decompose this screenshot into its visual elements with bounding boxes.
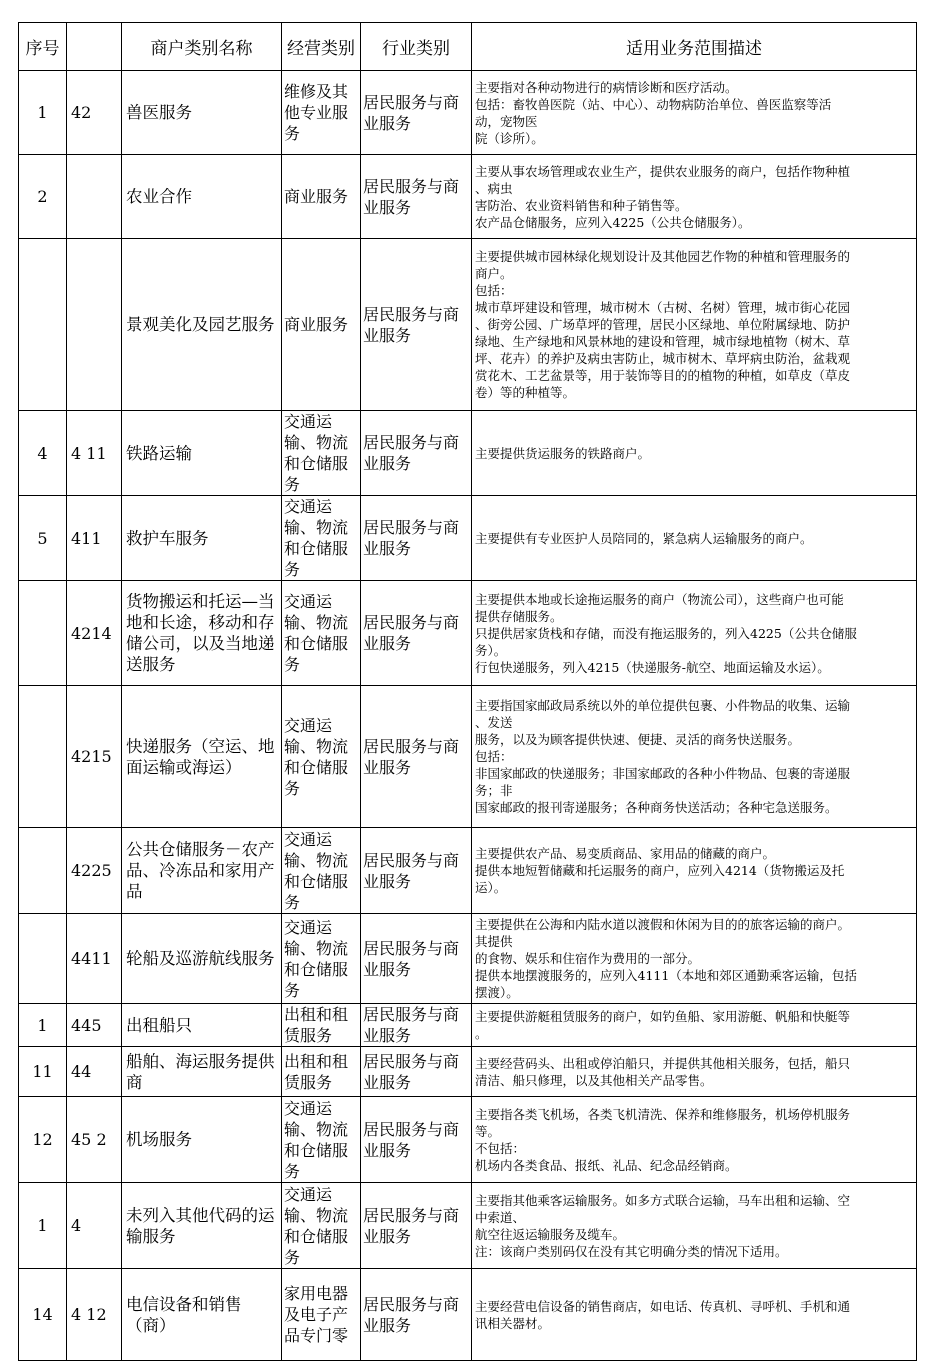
table-body xyxy=(19,71,917,1361)
business-category-cell: 家用电器及电子产品专门零 xyxy=(282,1269,361,1361)
industry-cell: 居民服务与商业服务 xyxy=(361,686,472,828)
merchant-name-cell: 未列入其他代码的运输服务 xyxy=(122,1183,282,1269)
description-line: 主要提供有专业医护人员陪同的，紧急病人运输服务的商户。 xyxy=(475,530,813,546)
description-line: 主要经营码头、出租或停泊船只，并提供其他相关服务，包括，船只 xyxy=(475,1055,851,1071)
merchant-category-table xyxy=(18,22,917,1361)
merchant-name-cell: 机场服务 xyxy=(122,1097,282,1183)
merchant-name-cell: 货物搬运和托运—当地和长途，移动和存储公司，以及当地递送服务 xyxy=(122,581,282,686)
description-line: 包括： xyxy=(475,749,513,764)
merchant-name-cell: 兽医服务 xyxy=(122,71,282,155)
scope-description-cell xyxy=(472,1047,917,1097)
description-line: 主要指各类飞机场，各类飞机清洗、保养和维修服务，机场停机服务 xyxy=(475,1106,851,1122)
description-line: 主要提供在公海和内陆水道以渡假和休闲为目的的旅客运输的商户。 xyxy=(475,917,851,932)
table-row xyxy=(19,914,917,1004)
description-line: 主要提供农产品、易变质商品、家用品的储藏的商户。 xyxy=(475,846,776,861)
code-cell: 4225 xyxy=(67,828,122,914)
seq-cell: 11 xyxy=(19,1047,67,1097)
seq-cell: 14 xyxy=(19,1269,67,1361)
description-line: 卷）等的种植等。 xyxy=(475,385,576,400)
table-row xyxy=(19,239,917,411)
description-line: 其提供 xyxy=(475,934,513,949)
header-seq: 序号 xyxy=(19,23,67,71)
scope-description-cell xyxy=(472,155,917,239)
description-line: 中索道、 xyxy=(475,1209,526,1225)
description-line: 清洁、船只修理，以及其他相关产品零售。 xyxy=(475,1072,713,1088)
table-row xyxy=(19,828,917,914)
description-line: 提供本地短暂储藏和托运服务的商户，应列入4214（货物搬运及托 xyxy=(475,863,845,878)
table-row xyxy=(19,1097,917,1183)
seq-cell xyxy=(19,914,67,1004)
merchant-name-cell: 公共仓储服务－农产品、冷冻品和家用产品 xyxy=(122,828,282,914)
table-row xyxy=(19,496,917,581)
business-category-cell: 商业服务 xyxy=(282,155,361,239)
table-row xyxy=(19,411,917,496)
description-line: 的食物、娱乐和住宿作为费用的一部分。 xyxy=(475,951,701,966)
description-line: 服务，以及为顾客提供快速、便捷、灵活的商务快送服务。 xyxy=(475,732,801,747)
industry-cell: 居民服务与商业服务 xyxy=(361,411,472,496)
industry-cell: 居民服务与商业服务 xyxy=(361,1269,472,1361)
seq-cell: 1 xyxy=(19,1004,67,1047)
description-line: 、病虫 xyxy=(475,180,513,196)
scope-description-cell xyxy=(472,1183,917,1269)
merchant-name-cell: 农业合作 xyxy=(122,155,282,239)
code-cell: 4 11 xyxy=(67,411,122,496)
description-line: 只提供居家货栈和存储，而没有拖运服务的，列入4225（公共仓储服 xyxy=(475,625,857,641)
table-row xyxy=(19,71,917,155)
merchant-name-cell: 铁路运输 xyxy=(122,411,282,496)
description-line: 院（诊所）。 xyxy=(475,130,544,146)
code-cell: 411 xyxy=(67,496,122,581)
description-line: 害防治、农业资料销售和种子销售等。 xyxy=(475,197,688,213)
description-line: 主要经营电信设备的销售商店，如电话、传真机、寻呼机、手机和通 xyxy=(475,1298,851,1314)
description-line: 、发送 xyxy=(475,715,513,730)
header-industry: 行业类别 xyxy=(361,23,472,71)
table-row xyxy=(19,155,917,239)
industry-cell: 居民服务与商业服务 xyxy=(361,239,472,411)
description-line: 商户。 xyxy=(475,266,513,281)
industry-cell: 居民服务与商业服务 xyxy=(361,1097,472,1183)
description-line: 主要指对各种动物进行的病情诊断和医疗活动。 xyxy=(475,79,738,95)
description-line: 城市草坪建设和管理，城市树木（古树、名树）管理，城市街心花园 xyxy=(475,300,851,315)
description-line: 不包括： xyxy=(475,1140,526,1156)
table-row xyxy=(19,1004,917,1047)
code-cell: 4214 xyxy=(67,581,122,686)
merchant-name-cell: 船舶、海运服务提供商 xyxy=(122,1047,282,1097)
code-cell: 445 xyxy=(67,1004,122,1047)
industry-cell: 居民服务与商业服务 xyxy=(361,1004,472,1047)
description-line: 主要指其他乘客运输服务。如多方式联合运输，马车出租和运输、空 xyxy=(475,1192,851,1208)
merchant-name-cell: 电信设备和销售（商） xyxy=(122,1269,282,1361)
description-line: 赏花木、工艺盆景等，用于装饰等目的的植物的种植，如草皮（草皮 xyxy=(475,368,851,383)
description-line: 坪、花卉）的养护及病虫害防止，城市树木、草坪病虫防治，盆栽观 xyxy=(475,351,851,366)
table-row xyxy=(19,1047,917,1097)
description-line: 运）。 xyxy=(475,880,507,895)
description-line: 提供本地摆渡服务的，应列入4111（本地和郊区通勤乘客运输，包括 xyxy=(475,968,857,983)
scope-description-cell xyxy=(472,239,917,411)
merchant-name-cell: 快递服务（空运、地面运输或海运） xyxy=(122,686,282,828)
scope-description-cell xyxy=(472,914,917,1004)
industry-cell: 居民服务与商业服务 xyxy=(361,155,472,239)
description-line: 务）。 xyxy=(475,642,507,658)
seq-cell: 1 xyxy=(19,71,67,155)
business-category-cell: 交通运输、物流和仓储服务 xyxy=(282,1183,361,1269)
scope-description-cell xyxy=(472,411,917,496)
table-row xyxy=(19,581,917,686)
industry-cell: 居民服务与商业服务 xyxy=(361,828,472,914)
description-line: 主要提供城市园林绿化规划设计及其他园艺作物的种植和管理服务的 xyxy=(475,249,851,264)
business-category-cell: 维修及其他专业服务 xyxy=(282,71,361,155)
description-line: 务；非 xyxy=(475,783,513,798)
industry-cell: 居民服务与商业服务 xyxy=(361,581,472,686)
business-category-cell: 交通运输、物流和仓储服务 xyxy=(282,914,361,1004)
business-category-cell: 出租和租赁服务 xyxy=(282,1004,361,1047)
header-row xyxy=(19,23,917,71)
description-line: 非国家邮政的快递服务；非国家邮政的各种小件物品、包裹的寄递服 xyxy=(475,766,851,781)
description-line: 主要提供货运服务的铁路商户。 xyxy=(475,445,651,461)
description-line: 主要提供游艇租赁服务的商户，如钓鱼船、家用游艇、帆船和快艇等 xyxy=(475,1009,851,1024)
code-cell: 4411 xyxy=(67,914,122,1004)
description-line: 动，宠物医 xyxy=(475,113,538,129)
industry-cell: 居民服务与商业服务 xyxy=(361,1047,472,1097)
description-line: 绿地、生产绿地和风景林地的建设和管理，城市绿地植物（树木、草 xyxy=(475,334,851,349)
merchant-name-cell: 救护车服务 xyxy=(122,496,282,581)
scope-description-cell xyxy=(472,496,917,581)
scope-description-cell xyxy=(472,1004,917,1047)
scope-description-cell xyxy=(472,828,917,914)
description-line: 提供存储服务。 xyxy=(475,608,563,624)
scope-description-cell xyxy=(472,71,917,155)
description-line: 农产品仓储服务，应列入4225（公共仓储服务）。 xyxy=(475,214,751,230)
code-cell xyxy=(67,155,122,239)
description-line: 国家邮政的报刊寄递服务；各种商务快送活动；各种宅急送服务。 xyxy=(475,800,838,815)
code-cell: 4 xyxy=(67,1183,122,1269)
merchant-name-cell: 轮船及巡游航线服务 xyxy=(122,914,282,1004)
seq-cell: 2 xyxy=(19,155,67,239)
seq-cell: 4 xyxy=(19,411,67,496)
business-category-cell: 交通运输、物流和仓储服务 xyxy=(282,686,361,828)
scope-description-cell xyxy=(472,581,917,686)
header-scope-description: 适用业务范围描述 xyxy=(472,23,917,71)
business-category-cell: 交通运输、物流和仓储服务 xyxy=(282,828,361,914)
description-line: 包括： xyxy=(475,283,513,298)
description-line: 、街旁公园、广场草坪的管理，居民小区绿地、单位附属绿地、防护 xyxy=(475,317,851,332)
code-cell: 4 12 xyxy=(67,1269,122,1361)
business-category-cell: 交通运输、物流和仓储服务 xyxy=(282,496,361,581)
description-line: 行包快递服务，列入4215（快递服务-航空、地面运输及水运）。 xyxy=(475,659,830,675)
scope-description-cell xyxy=(472,686,917,828)
table-row xyxy=(19,1183,917,1269)
description-line: 讯相关器材。 xyxy=(475,1315,551,1331)
seq-cell: 1 xyxy=(19,1183,67,1269)
business-category-cell: 商业服务 xyxy=(282,239,361,411)
industry-cell: 居民服务与商业服务 xyxy=(361,71,472,155)
business-category-cell: 交通运输、物流和仓储服务 xyxy=(282,581,361,686)
code-cell: 45 2 xyxy=(67,1097,122,1183)
business-category-cell: 交通运输、物流和仓储服务 xyxy=(282,1097,361,1183)
description-line: 注：该商户类别码仅在没有其它明确分类的情况下适用。 xyxy=(475,1243,788,1259)
description-line: 航空往返运输服务及缆车。 xyxy=(475,1226,626,1242)
code-cell: 44 xyxy=(67,1047,122,1097)
seq-cell xyxy=(19,581,67,686)
business-category-cell: 交通运输、物流和仓储服务 xyxy=(282,411,361,496)
scope-description-cell xyxy=(472,1097,917,1183)
industry-cell: 居民服务与商业服务 xyxy=(361,1183,472,1269)
description-line: 主要指国家邮政局系统以外的单位提供包裹、小件物品的收集、运输 xyxy=(475,698,851,713)
seq-cell xyxy=(19,239,67,411)
description-line: 机场内各类食品、报纸、礼品、纪念品经销商。 xyxy=(475,1157,738,1173)
description-line: 主要从事农场管理或农业生产，提供农业服务的商户，包括作物种植 xyxy=(475,163,851,179)
merchant-name-cell: 景观美化及园艺服务 xyxy=(122,239,282,411)
description-line: 。 xyxy=(475,1026,488,1041)
industry-cell: 居民服务与商业服务 xyxy=(361,914,472,1004)
description-line: 包括：畜牧兽医院（站、中心）、动物病防治单位、兽医监察等活 xyxy=(475,96,832,112)
description-line: 主要提供本地或长途拖运服务的商户（物流公司），这些商户也可能 xyxy=(475,591,844,607)
scope-description-cell xyxy=(472,1269,917,1361)
business-category-cell: 出租和租赁服务 xyxy=(282,1047,361,1097)
industry-cell: 居民服务与商业服务 xyxy=(361,496,472,581)
merchant-name-cell: 出租船只 xyxy=(122,1004,282,1047)
code-cell: 4215 xyxy=(67,686,122,828)
description-line: 等。 xyxy=(475,1123,501,1139)
table-row xyxy=(19,1269,917,1361)
table-row xyxy=(19,686,917,828)
code-cell xyxy=(67,239,122,411)
header-code xyxy=(67,23,122,71)
seq-cell xyxy=(19,686,67,828)
header-merchant-name: 商户类别名称 xyxy=(122,23,282,71)
seq-cell xyxy=(19,828,67,914)
description-line: 摆渡）。 xyxy=(475,985,519,1000)
code-cell: 42 xyxy=(67,71,122,155)
seq-cell: 5 xyxy=(19,496,67,581)
seq-cell: 12 xyxy=(19,1097,67,1183)
header-business-category: 经营类别 xyxy=(282,23,361,71)
